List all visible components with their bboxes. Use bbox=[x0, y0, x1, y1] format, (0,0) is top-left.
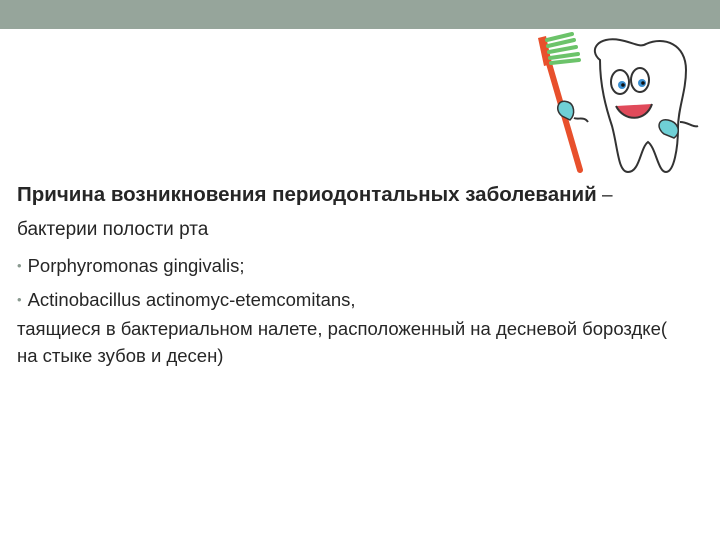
body-paragraph: таящиеся в бактериальном налете, расположенный на десневой бороздке( на стыке зубов и десен) bbox=[17, 318, 668, 366]
heading-bold-text: Причина возникновения периодонтальных заболеваний bbox=[17, 183, 597, 206]
slide-content bbox=[17, 178, 677, 369]
top-accent-bar bbox=[0, 0, 720, 29]
bullet-item bbox=[17, 284, 677, 315]
bullet-dot-icon: • bbox=[17, 292, 22, 307]
slide-heading bbox=[17, 178, 677, 246]
heading-rest-text: – бактерии полости рта bbox=[17, 185, 613, 240]
bullet-text: Porphyromonas gingivalis; bbox=[27, 255, 245, 276]
cartoon-tooth-with-toothbrush-icon bbox=[528, 30, 708, 176]
bullet-item bbox=[17, 250, 677, 281]
bullet-text: Actinobacillus actinomyc-etemcomitans, bbox=[27, 289, 356, 310]
bullet-dot-icon: • bbox=[17, 258, 22, 273]
